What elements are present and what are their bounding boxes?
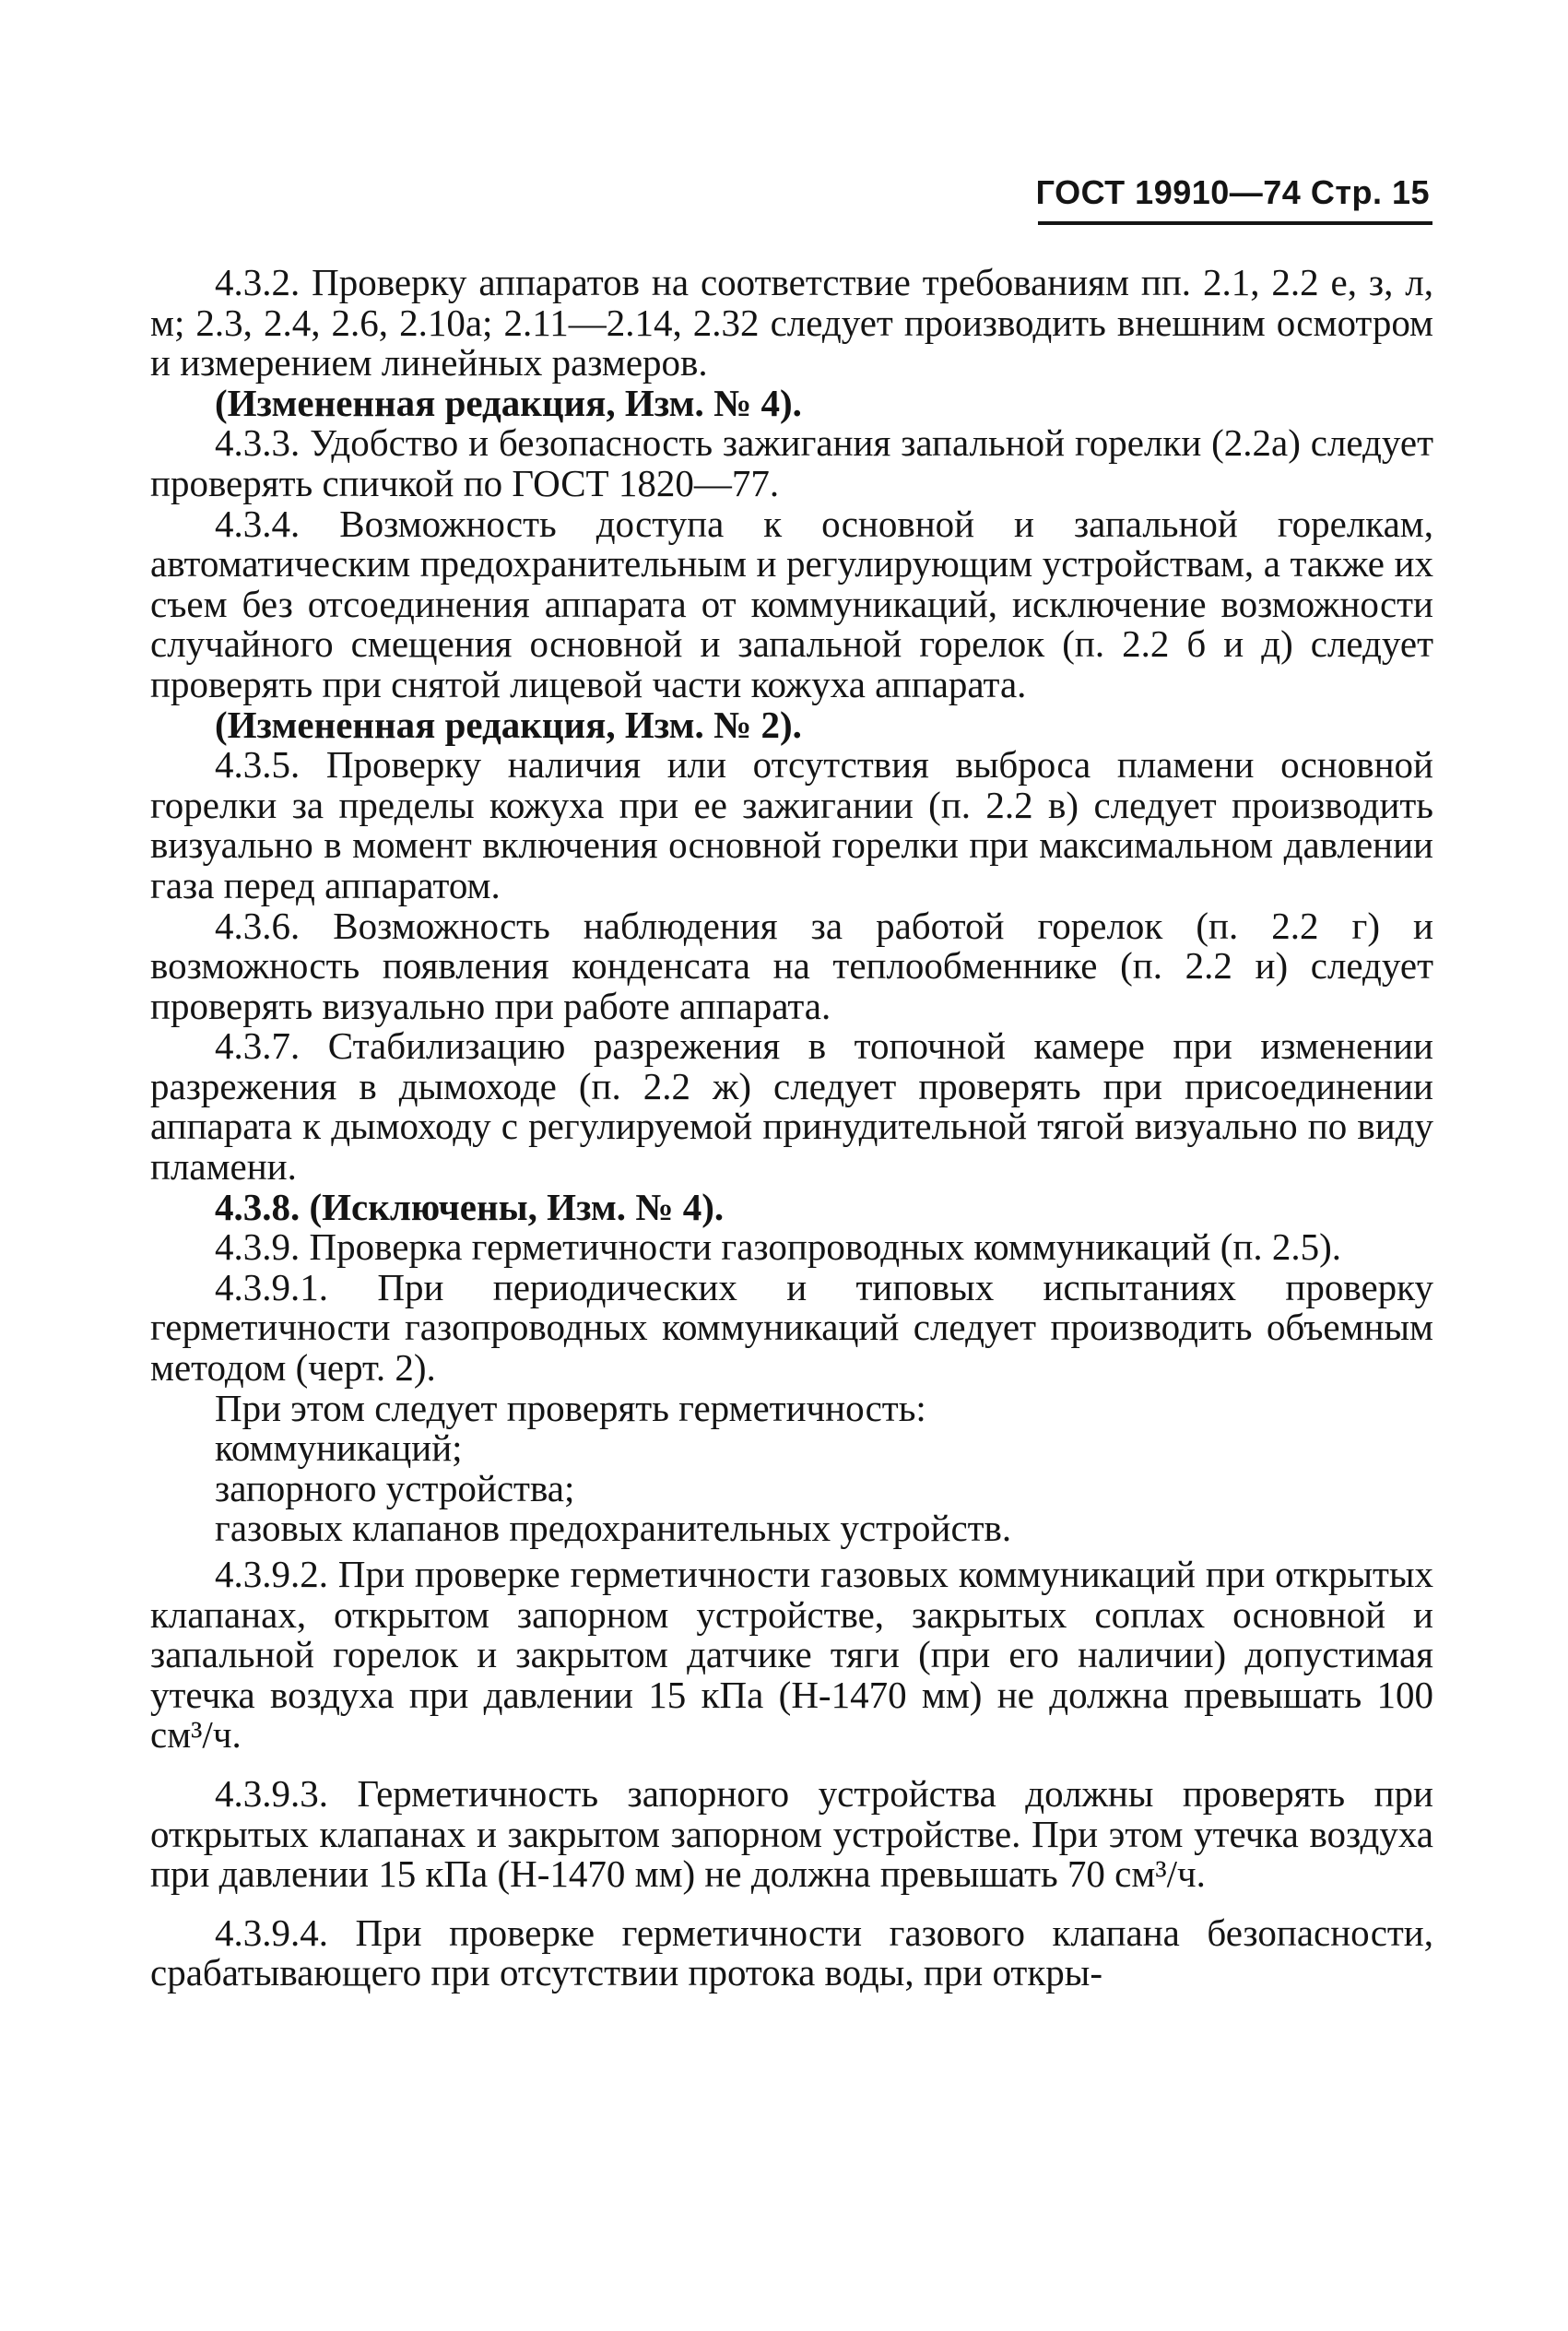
paragraph-4-3-9: 4.3.9. Проверка герметичности газопроводных коммуникаций (п. 2.5).	[215, 1225, 1341, 1269]
paragraph-4-3-9-2: 4.3.9.2. При проверке герметичности газовых коммуникаций при открытых клапанах, открытом запорном устройстве, закрытых соплах основной и запальной горелок и закрытом датчике тяги (при его наличии) допустимая утечка воздуха при давлении 15 кПа (Н-1470 мм) не должна превышать 100 см³/ч.	[150, 1553, 1433, 1757]
amendment-note: (Измененная редакция, Изм. № 2).	[215, 703, 802, 746]
paragraph-4-3-6: 4.3.6. Возможность наблюдения за работой горелок (п. 2.2 г) и возможность появления конденсата на теплообменнике (п. 2.2 и) следует проверять визуально при работе аппарата.	[150, 904, 1433, 1027]
document-body	[150, 263, 1433, 1994]
paragraph-4-3-2: 4.3.2. Проверку аппаратов на соответствие требованиям пп. 2.1, 2.2 е, з, л, м; 2.3, 2.4, 2.6, 2.10а; 2.11—2.14, 2.32 следует производить внешним осмотром и измерением линейных размеров.	[150, 261, 1433, 385]
page-header: ГОСТ 19910—74 Стр. 15	[1035, 173, 1430, 211]
list-intro: При этом следует проверять герметичность:	[215, 1386, 926, 1429]
list-item: газовых клапанов предохранительных устройств.	[215, 1507, 1012, 1550]
paragraph-4-3-4: 4.3.4. Возможность доступа к основной и запальной горелкам, автоматическим предохранительным и регулирующим устройствам, а также их съем без отсоединения аппарата от коммуникаций, исключение возможности случайного смещения основной и запальной горелок (п. 2.2 б и д) следует проверять при снятой лицевой части кожуха аппарата.	[150, 502, 1433, 705]
paragraph-4-3-8: 4.3.8. (Исключены, Изм. № 4).	[215, 1185, 725, 1228]
paragraph-4-3-9-3: 4.3.9.3. Герметичность запорного устройства должны проверять при открытых клапанах и закрытом запорном устройстве. При этом утечка воздуха при давлении 15 кПа (Н-1470 мм) не должна превышать 70 см³/ч.	[150, 1771, 1433, 1896]
paragraph-4-3-9-4: 4.3.9.4. При проверке герметичности газового клапана безопасности, срабатывающего при отсутствии протока воды, при откры-	[150, 1911, 1433, 1994]
paragraph-4-3-9-1: 4.3.9.1. При периодических и типовых испытаниях проверку герметичности газопроводных коммуникаций следует производить объемным методом (черт. 2).	[150, 1265, 1433, 1390]
amendment-note: (Измененная редакция, Изм. № 4).	[215, 381, 802, 424]
paragraph-4-3-5: 4.3.5. Проверку наличия или отсутствия выброса пламени основной горелки за пределы кожуха при ее зажигании (п. 2.2 в) следует производить визуально в момент включения основной горелки при максимальном давлении газа перед аппаратом.	[150, 743, 1433, 906]
list-item: запорного устройства;	[215, 1466, 575, 1509]
list-item: коммуникаций;	[215, 1426, 463, 1470]
paragraph-4-3-7: 4.3.7. Стабилизацию разрежения в топочной камере при изменении разрежения в дымоходе (п. 2.2 ж) следует проверять при присоединении аппарата к дымоходу с регулируемой принудительной тягой визуально по виду пламени.	[150, 1024, 1433, 1189]
header-rule	[1038, 221, 1432, 225]
paragraph-4-3-3: 4.3.3. Удобство и безопасность зажигания запальной горелки (2.2а) следует проверять спичкой по ГОСТ 1820—77.	[150, 421, 1433, 504]
